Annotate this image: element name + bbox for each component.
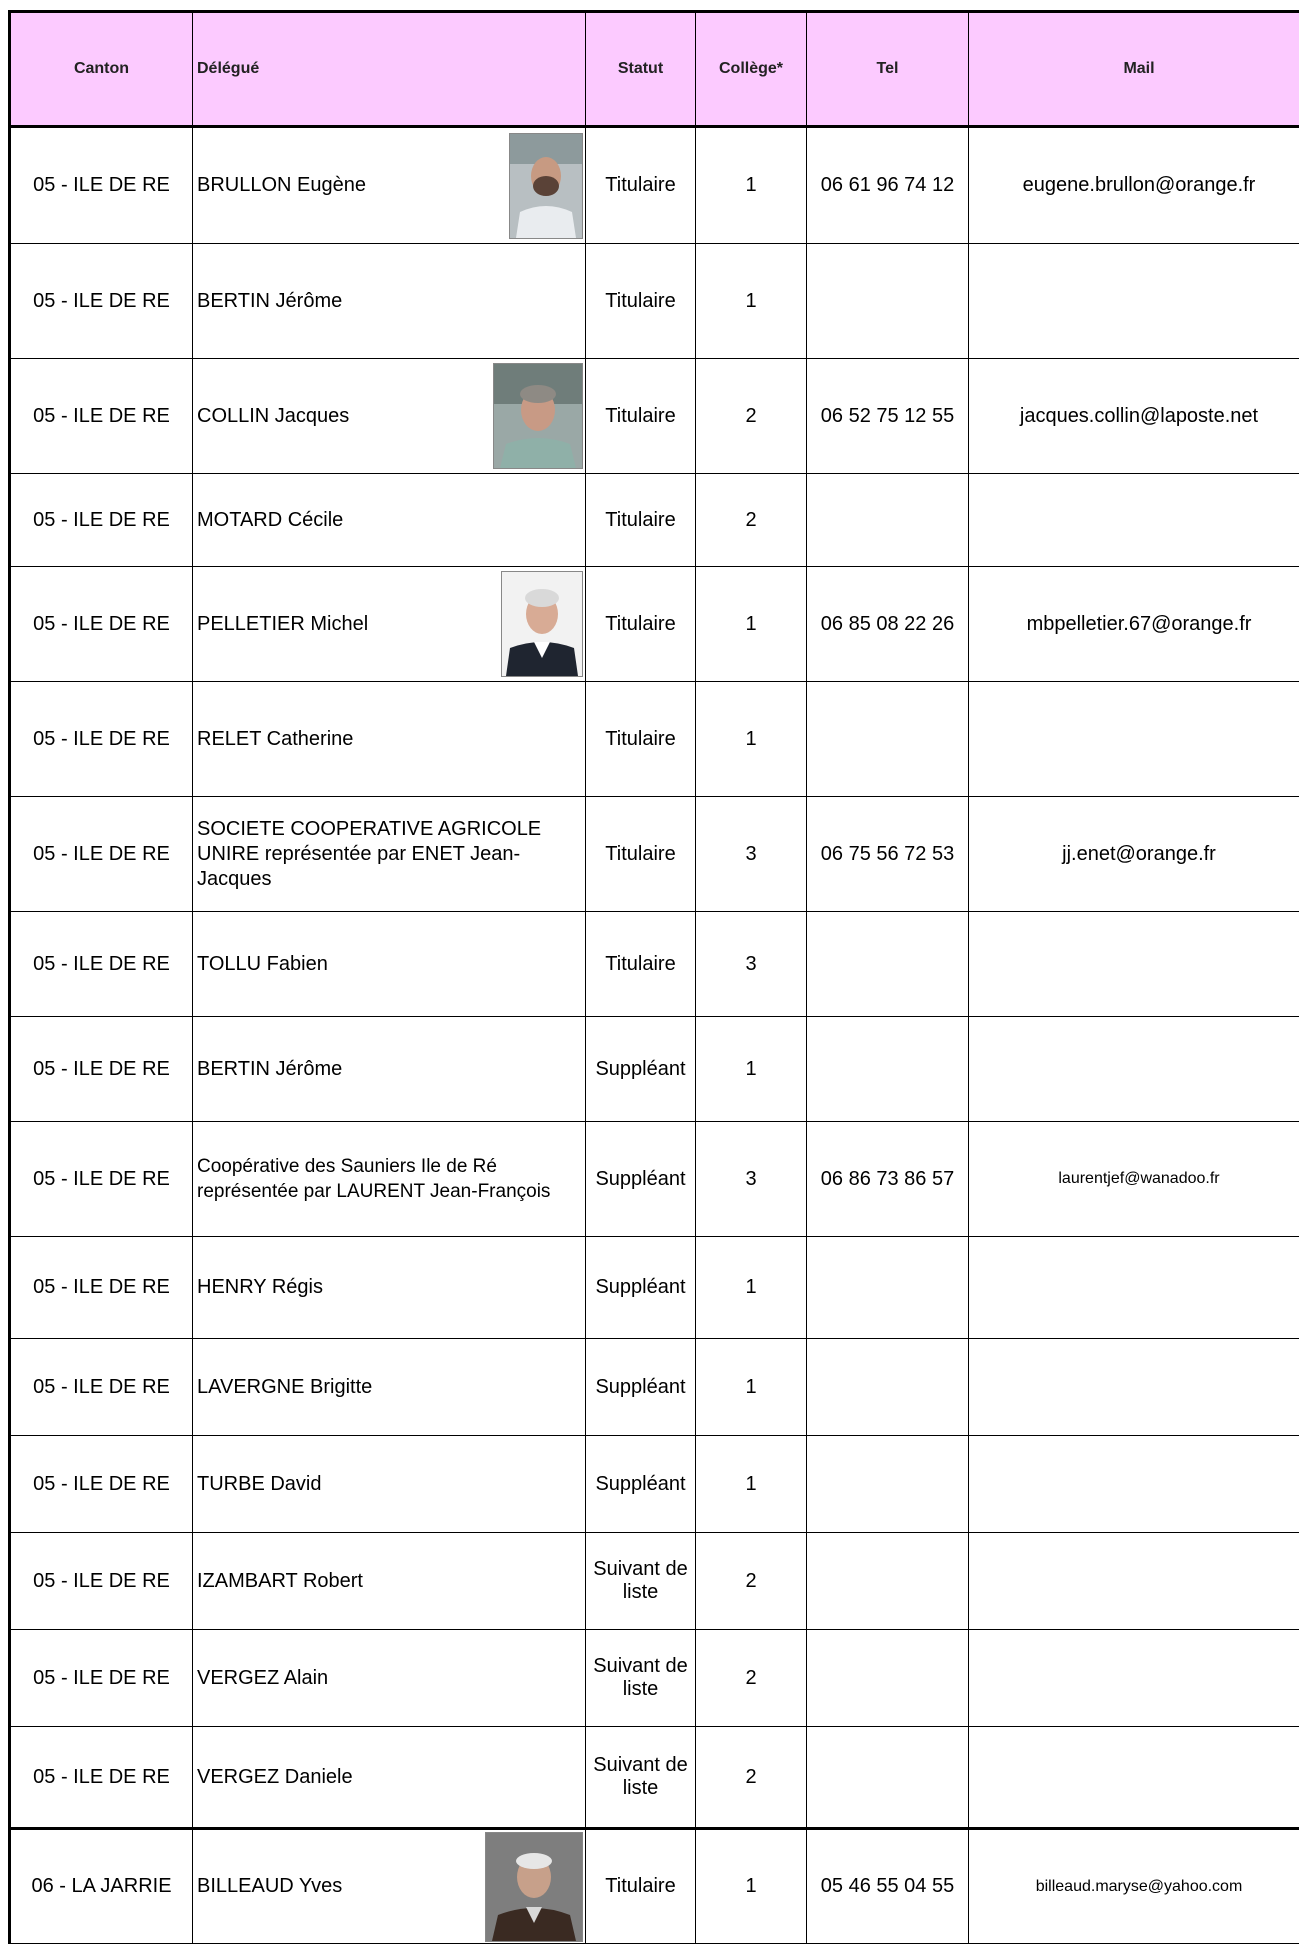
tel-cell: 06 52 75 12 55: [807, 359, 969, 474]
canton-cell: 05 - ILE DE RE: [10, 244, 193, 359]
tel-cell: 06 61 96 74 12: [807, 127, 969, 244]
mail-cell[interactable]: [969, 682, 1299, 797]
college-cell: 1: [696, 127, 807, 244]
mail-cell[interactable]: [969, 1436, 1299, 1533]
tel-cell: [807, 1017, 969, 1122]
statut-cell: Titulaire: [586, 797, 696, 912]
delegue-name: BILLEAUD Yves: [197, 1874, 585, 1899]
delegue-name: MOTARD Cécile: [197, 508, 585, 533]
mail-cell[interactable]: laurentjef@wanadoo.fr: [969, 1122, 1299, 1237]
college-cell: 1: [696, 1237, 807, 1339]
college-cell: 3: [696, 1122, 807, 1237]
canton-cell: 05 - ILE DE RE: [10, 1630, 193, 1727]
delegue-cell: [193, 912, 586, 1017]
statut-cell: Suppléant: [586, 1339, 696, 1436]
mail-cell[interactable]: billeaud.maryse@yahoo.com: [969, 1829, 1299, 1944]
delegue-cell: [193, 359, 586, 474]
table-row: [10, 1533, 1299, 1630]
statut-cell: Titulaire: [586, 359, 696, 474]
mail-cell[interactable]: [969, 1237, 1299, 1339]
table-body: [10, 127, 1299, 1944]
college-cell: 3: [696, 797, 807, 912]
canton-cell: 05 - ILE DE RE: [10, 127, 193, 244]
header-tel: Tel: [807, 12, 969, 127]
delegue-name: COLLIN Jacques: [197, 404, 585, 429]
canton-cell: 05 - ILE DE RE: [10, 797, 193, 912]
tel-cell: [807, 912, 969, 1017]
delegue-name: TURBE David: [197, 1472, 585, 1497]
college-cell: 1: [696, 567, 807, 682]
college-cell: 2: [696, 474, 807, 567]
tel-cell: [807, 474, 969, 567]
delegue-name: Coopérative des Sauniers Ile de Ré représentée par LAURENT Jean-François: [197, 1154, 585, 1204]
delegue-name: VERGEZ Alain: [197, 1666, 585, 1691]
delegue-name: HENRY Régis: [197, 1275, 585, 1300]
tel-cell: [807, 1727, 969, 1829]
delegue-cell: [193, 127, 586, 244]
delegates-table: [8, 10, 1299, 1944]
statut-cell: Titulaire: [586, 244, 696, 359]
tel-cell: 06 86 73 86 57: [807, 1122, 969, 1237]
mail-cell[interactable]: [969, 1630, 1299, 1727]
statut-cell: Titulaire: [586, 474, 696, 567]
table-row: [10, 474, 1299, 567]
canton-cell: 06 - LA JARRIE: [10, 1829, 193, 1944]
canton-cell: 05 - ILE DE RE: [10, 1533, 193, 1630]
college-cell: 1: [696, 1017, 807, 1122]
table-row: [10, 797, 1299, 912]
delegue-cell: [193, 1436, 586, 1533]
college-cell: 2: [696, 1727, 807, 1829]
delegue-cell: [193, 682, 586, 797]
mail-cell[interactable]: jj.enet@orange.fr: [969, 797, 1299, 912]
delegue-name: BERTIN Jérôme: [197, 1057, 585, 1082]
canton-cell: 05 - ILE DE RE: [10, 1727, 193, 1829]
statut-cell: Titulaire: [586, 127, 696, 244]
mail-cell[interactable]: [969, 1533, 1299, 1630]
college-cell: 2: [696, 359, 807, 474]
portrait-photo-icon: [501, 571, 583, 677]
delegue-cell: [193, 1339, 586, 1436]
statut-cell: Titulaire: [586, 912, 696, 1017]
delegue-name: PELLETIER Michel: [197, 612, 585, 637]
portrait-photo-icon: [493, 363, 583, 469]
tel-cell: [807, 1630, 969, 1727]
mail-cell[interactable]: [969, 1017, 1299, 1122]
header-canton: Canton: [10, 12, 193, 127]
table-row: [10, 682, 1299, 797]
tel-cell: [807, 1237, 969, 1339]
college-cell: 1: [696, 1339, 807, 1436]
statut-cell: Suppléant: [586, 1122, 696, 1237]
delegue-cell: [193, 1533, 586, 1630]
delegue-name: RELET Catherine: [197, 727, 585, 752]
canton-cell: 05 - ILE DE RE: [10, 567, 193, 682]
delegue-cell: [193, 474, 586, 567]
table-row: [10, 1829, 1299, 1944]
canton-cell: 05 - ILE DE RE: [10, 1017, 193, 1122]
table-row: [10, 1122, 1299, 1237]
canton-cell: 05 - ILE DE RE: [10, 1122, 193, 1237]
header-delegue: Délégué: [193, 12, 586, 127]
mail-cell[interactable]: [969, 474, 1299, 567]
statut-cell: Suivant de liste: [586, 1630, 696, 1727]
delegue-name: BRULLON Eugène: [197, 173, 585, 198]
college-cell: 2: [696, 1533, 807, 1630]
table-row: [10, 244, 1299, 359]
delegue-cell: [193, 567, 586, 682]
tel-cell: [807, 1533, 969, 1630]
college-cell: 1: [696, 1829, 807, 1944]
table-row: [10, 1237, 1299, 1339]
college-cell: 3: [696, 912, 807, 1017]
statut-cell: Suivant de liste: [586, 1727, 696, 1829]
delegue-name: TOLLU Fabien: [197, 952, 585, 977]
tel-cell: [807, 1339, 969, 1436]
header-statut: Statut: [586, 12, 696, 127]
college-cell: 1: [696, 1436, 807, 1533]
portrait-photo-icon: [509, 133, 583, 239]
delegue-cell: [193, 1122, 586, 1237]
tel-cell: 06 85 08 22 26: [807, 567, 969, 682]
canton-cell: 05 - ILE DE RE: [10, 912, 193, 1017]
mail-cell[interactable]: [969, 912, 1299, 1017]
delegue-cell: [193, 1017, 586, 1122]
table-header: [10, 12, 1299, 127]
table-row: [10, 1727, 1299, 1829]
table-row: [10, 1436, 1299, 1533]
table-row: [10, 359, 1299, 474]
statut-cell: Titulaire: [586, 682, 696, 797]
mail-cell[interactable]: [969, 1727, 1299, 1829]
delegue-cell: [193, 244, 586, 359]
table-row: [10, 1339, 1299, 1436]
table-row: [10, 127, 1299, 244]
delegue-cell: [193, 797, 586, 912]
delegue-name: BERTIN Jérôme: [197, 289, 585, 314]
delegue-name: LAVERGNE Brigitte: [197, 1375, 585, 1400]
table-row: [10, 1017, 1299, 1122]
delegue-cell: [193, 1829, 586, 1944]
statut-cell: Titulaire: [586, 1829, 696, 1944]
delegue-name: IZAMBART Robert: [197, 1569, 585, 1594]
college-cell: 2: [696, 1630, 807, 1727]
tel-cell: 05 46 55 04 55: [807, 1829, 969, 1944]
college-cell: 1: [696, 682, 807, 797]
canton-cell: 05 - ILE DE RE: [10, 359, 193, 474]
header-college: Collège*: [696, 12, 807, 127]
delegue-name: SOCIETE COOPERATIVE AGRICOLE UNIRE représentée par ENET Jean-Jacques: [197, 817, 585, 892]
header-mail: Mail: [969, 12, 1299, 127]
statut-cell: Suivant de liste: [586, 1533, 696, 1630]
mail-cell[interactable]: mbpelletier.67@orange.fr: [969, 567, 1299, 682]
canton-cell: 05 - ILE DE RE: [10, 1436, 193, 1533]
statut-cell: Suppléant: [586, 1237, 696, 1339]
canton-cell: 05 - ILE DE RE: [10, 682, 193, 797]
delegue-cell: [193, 1630, 586, 1727]
statut-cell: Suppléant: [586, 1017, 696, 1122]
mail-cell[interactable]: [969, 1339, 1299, 1436]
delegue-cell: [193, 1237, 586, 1339]
statut-cell: Suppléant: [586, 1436, 696, 1533]
canton-cell: 05 - ILE DE RE: [10, 1237, 193, 1339]
canton-cell: 05 - ILE DE RE: [10, 1339, 193, 1436]
canton-cell: 05 - ILE DE RE: [10, 474, 193, 567]
tel-cell: 06 75 56 72 53: [807, 797, 969, 912]
statut-cell: Titulaire: [586, 567, 696, 682]
table-row: [10, 912, 1299, 1017]
tel-cell: [807, 1436, 969, 1533]
delegue-cell: [193, 1727, 586, 1829]
portrait-photo-icon: [485, 1832, 583, 1942]
header-row: [10, 12, 1299, 127]
tel-cell: [807, 682, 969, 797]
mail-cell[interactable]: [969, 244, 1299, 359]
table-row: [10, 567, 1299, 682]
table-row: [10, 1630, 1299, 1727]
mail-cell[interactable]: eugene.brullon@orange.fr: [969, 127, 1299, 244]
delegue-name: VERGEZ Daniele: [197, 1765, 585, 1790]
mail-cell[interactable]: jacques.collin@laposte.net: [969, 359, 1299, 474]
college-cell: 1: [696, 244, 807, 359]
tel-cell: [807, 244, 969, 359]
